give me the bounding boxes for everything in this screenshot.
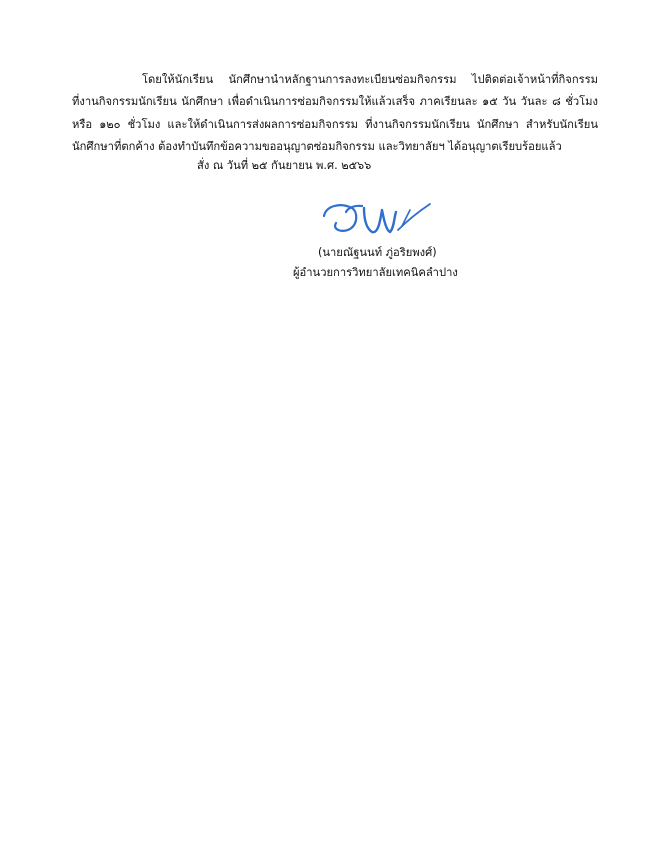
body-line-1: โดยให้นักเรียน นักศึกษานำหลักฐานการลงทะเบียนซ่อมกิจกรรม ไปติดต่อเจ้าหน้าที่กิจกรรม (142, 73, 598, 86)
body-line-3: หรือ ๑๒๐ ชั่วโมง และให้ดำเนินการส่งผลการซ่อมกิจกรรม ที่งานกิจกรรมนักเรียน นักศึกษา สำหรับนักเรียน (72, 117, 598, 131)
signature-stroke-letter (364, 208, 396, 232)
signer-position: ผู้อำนวยการวิทยาลัยเทคนิคลำปาง (293, 266, 458, 279)
order-date: สั่ง ณ วันที่ ๒๕ กันยายน พ.ศ. ๒๕๖๖ (197, 159, 372, 172)
body-line-2: ที่งานกิจกรรมนักเรียน นักศึกษา เพื่อดำเนินการซ่อมกิจกรรมให้แล้วเสร็จ ภาคเรียนละ ๑๕ วัน วันละ ๘ ชั่วโมง (72, 95, 598, 109)
handwritten-signature (318, 196, 436, 242)
signature-stroke-loop (324, 205, 356, 231)
signer-name: (นายณัฐนนท์ ภู่อริยพงศ์) (318, 246, 437, 259)
body-line-4: นักศึกษาที่ตกค้าง ต้องทำบันทึกข้อความขออนุญาตซ่อมกิจกรรม และวิทยาลัยฯ ได้อนุญาตเรียบร้อยแล้ว (72, 140, 562, 154)
order-body-paragraph (72, 69, 598, 159)
